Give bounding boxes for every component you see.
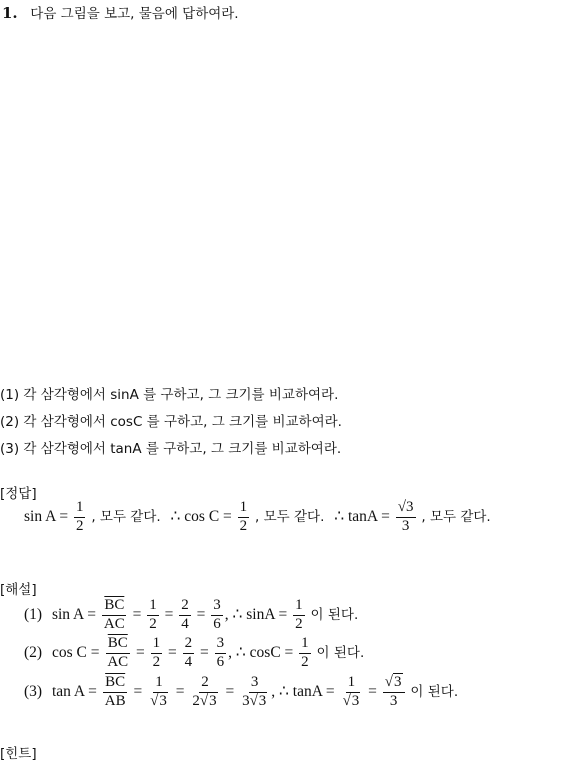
fraction bbox=[147, 598, 159, 633]
frac-num: $\overline{BC}$ bbox=[103, 675, 127, 693]
frac-num: 2 bbox=[199, 675, 211, 693]
frac-den: √3 bbox=[342, 692, 360, 709]
result-fraction bbox=[299, 636, 311, 671]
fraction bbox=[215, 636, 227, 671]
answer-sin-den: 2 bbox=[75, 517, 84, 534]
frac-den: AC bbox=[107, 653, 129, 670]
sub-question-3: (3) 각 삼각형에서 tanA 를 구하고, 그 크기를 비교하여라. bbox=[0, 441, 342, 457]
radicand: 3 bbox=[209, 692, 217, 709]
frac-den: AC bbox=[103, 615, 125, 632]
frac-num: 2 bbox=[179, 598, 191, 616]
frac-num: 2 bbox=[183, 636, 195, 654]
answer-line bbox=[24, 500, 491, 535]
frac-num: 1 bbox=[346, 675, 358, 693]
sub-question-2: (2) 각 삼각형에서 cosC 를 구하고, 그 크기를 비교하여라. bbox=[0, 414, 342, 430]
fraction bbox=[151, 636, 163, 671]
answer-cos-fraction bbox=[238, 500, 250, 535]
explanation-lhs: cos C = bbox=[51, 643, 100, 661]
tail-text: 이 된다. bbox=[316, 644, 365, 661]
fraction bbox=[190, 675, 219, 710]
frac-den: AB bbox=[104, 692, 126, 709]
frac-den: 6 bbox=[213, 615, 221, 632]
fraction-bc-ab bbox=[103, 675, 128, 710]
therefore-text: , ∴ cosC = bbox=[228, 643, 294, 661]
answer-tan-fraction bbox=[396, 500, 416, 535]
figure-area bbox=[0, 30, 567, 375]
question-number: 1. bbox=[2, 4, 18, 22]
answer-tan-den: 3 bbox=[401, 517, 410, 534]
radicand: 3 bbox=[258, 692, 267, 709]
answer-tan-same: , 모두 같다. bbox=[421, 508, 491, 525]
frac-num: 3 bbox=[211, 598, 223, 616]
frac-den: 2√3 bbox=[192, 692, 217, 709]
frac-den: √3 bbox=[150, 692, 167, 709]
frac-num: $\overline{BC}$ bbox=[106, 636, 130, 654]
frac-den: 3 bbox=[389, 692, 398, 709]
frac-num: 1 bbox=[151, 636, 163, 654]
answer-cos-lhs: ∴ cos C = bbox=[170, 507, 232, 525]
frac-den: 3√3 bbox=[242, 692, 267, 709]
answer-tan-num: √3 bbox=[396, 500, 416, 518]
frac-den: 6 bbox=[216, 653, 225, 670]
explanation-lhs: sin A = bbox=[51, 605, 97, 623]
answer-tan-lhs: ∴ tanA = bbox=[334, 507, 390, 525]
frac-den: 2 bbox=[152, 653, 161, 670]
fraction-bc-ac bbox=[102, 598, 127, 633]
frac-num: 3 bbox=[215, 636, 227, 654]
tail-text: 이 된다. bbox=[310, 606, 359, 623]
explanation-row-1: (1) sin A = $\frac{\overline{BC}}{AC}$ = $\frac{1}{2}$ = $\frac{2}{4}$ = $\frac{3}{6}$ , ∴ sinA = $\frac{1}{2}$ 이 된다. bbox=[24, 597, 359, 632]
radicand: 3 bbox=[394, 674, 402, 690]
explanation-row-label: (2) bbox=[24, 643, 43, 661]
answer-cos-same: , 모두 같다. bbox=[255, 508, 325, 525]
question-text: 다음 그림을 보고, 물음에 답하여라. bbox=[30, 6, 239, 22]
frac-num: 1 bbox=[153, 675, 165, 693]
explanation-row-2: (2) cos C = $\frac{\overline{BC}}{AC}$ = $\frac{1}{2}$ = $\frac{2}{4}$ = $\frac{3}{6}$ , ∴ cosC = $\frac{1}{2}$ 이 된다. bbox=[24, 635, 365, 670]
radicand: 3 bbox=[351, 692, 360, 709]
result-fraction bbox=[293, 598, 305, 633]
tail-text: 이 된다. bbox=[410, 683, 459, 700]
coef: 3 bbox=[242, 692, 250, 709]
frac-num: $\overline{BC}$ bbox=[102, 598, 126, 616]
explanation-row-3: (3) tan A = $\frac{\overline{BC}}{AB}$ = $\frac{1}{√3}$ = $\frac{2}{2√3}$ = $\frac{3}{3√3}$ , ∴ tanA = $\frac{1}{√3}$ = $\frac{√3}{3}$ 이 된다. bbox=[24, 674, 459, 709]
explanation-heading: [해설] bbox=[0, 582, 37, 598]
answer-cos-den: 2 bbox=[239, 517, 248, 534]
frac-den: 4 bbox=[181, 615, 189, 632]
fraction bbox=[211, 598, 223, 633]
answer-sin-num: 1 bbox=[74, 500, 86, 518]
fraction bbox=[148, 675, 170, 710]
fraction-bc-ac bbox=[105, 636, 130, 671]
frac-den: 2 bbox=[149, 615, 157, 632]
answer-sin-lhs: sin A = bbox=[24, 507, 69, 525]
explanation-row-label: (3) bbox=[24, 682, 43, 700]
fraction bbox=[240, 675, 269, 710]
frac-num: 1 bbox=[299, 636, 311, 654]
fraction bbox=[179, 598, 191, 633]
frac-num: 1 bbox=[147, 598, 159, 616]
radicand: 3 bbox=[159, 692, 167, 709]
frac-num: 3 bbox=[249, 675, 261, 693]
coef: 2 bbox=[192, 692, 200, 709]
result-fraction bbox=[341, 675, 363, 710]
frac-num: √3 bbox=[383, 675, 405, 693]
question-header bbox=[2, 2, 239, 22]
frac-num: 1 bbox=[293, 598, 305, 616]
therefore-text: , ∴ sinA = bbox=[224, 605, 288, 623]
hint-heading: [힌트] bbox=[0, 746, 37, 762]
answer-cos-num: 1 bbox=[238, 500, 250, 518]
explanation-row-label: (1) bbox=[24, 605, 43, 623]
answer-sin-same: , 모두 같다. bbox=[91, 508, 161, 525]
result-fraction-2 bbox=[383, 675, 405, 710]
frac-den: 2 bbox=[295, 615, 303, 632]
fraction bbox=[183, 636, 195, 671]
explanation-lhs: tan A = bbox=[51, 682, 97, 700]
sub-question-1: (1) 각 삼각형에서 sinA 를 구하고, 그 크기를 비교하여라. bbox=[0, 387, 339, 403]
therefore-text: , ∴ tanA = bbox=[271, 682, 335, 700]
answer-heading: [정답] bbox=[0, 486, 37, 502]
frac-den: 4 bbox=[184, 653, 193, 670]
frac-den: 2 bbox=[301, 653, 309, 670]
answer-sin-fraction bbox=[74, 500, 86, 535]
